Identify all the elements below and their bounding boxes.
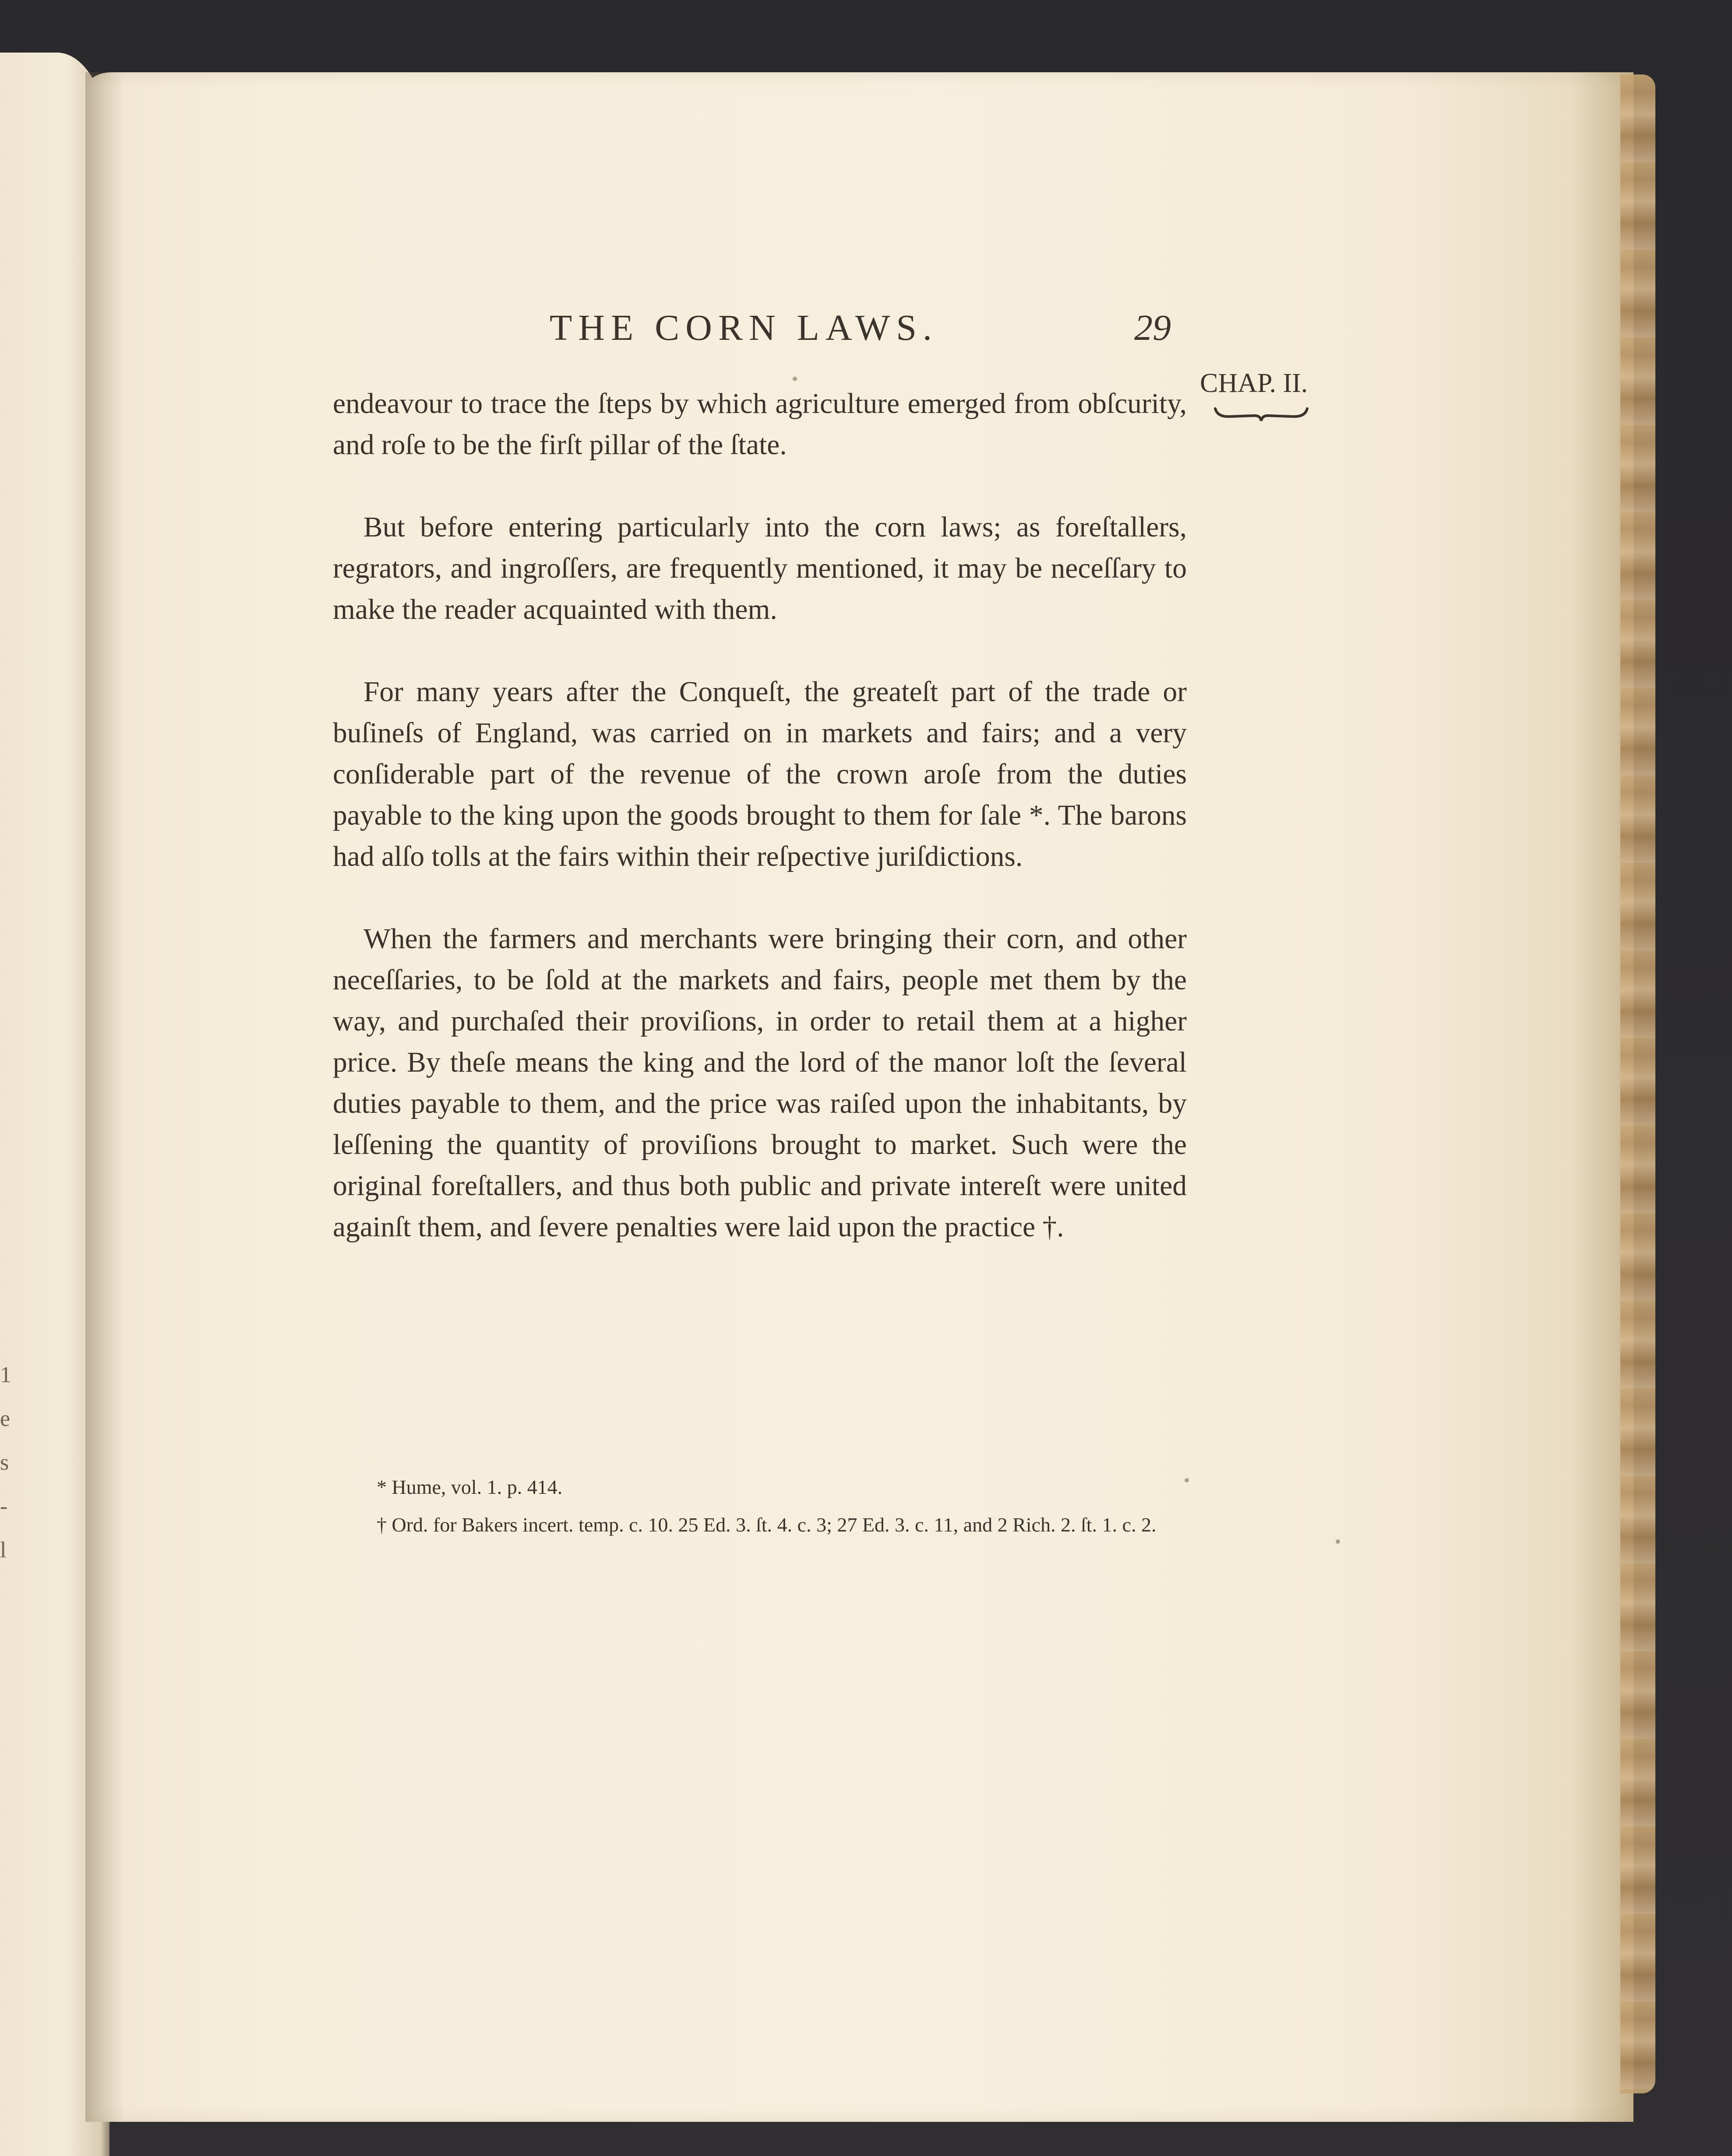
facing-page-marks bbox=[0, 1353, 13, 1572]
paper-speck bbox=[793, 377, 797, 381]
paper-speck bbox=[1336, 1539, 1340, 1544]
facing-page-mark: 1 bbox=[0, 1362, 11, 1387]
facing-page-mark: - bbox=[0, 1494, 8, 1519]
page-number: 29 bbox=[1134, 307, 1171, 348]
page-gutter-shadow bbox=[85, 72, 125, 2122]
paragraph: endeavour to trace the ſteps by which agriculture emerged from obſcurity, and roſe to be the firſt pillar of the ſtate. bbox=[333, 388, 1187, 461]
paper-speck bbox=[1185, 1478, 1189, 1482]
facing-page-mark: e bbox=[0, 1406, 11, 1431]
footnotes bbox=[353, 1471, 1193, 1547]
marginal-chapter-note: CHAP. II. bbox=[1200, 368, 1308, 398]
paragraph: When the farmers and merchants were bringing their corn, and other neceſſaries, to be ſold at the markets and fairs, people met them by the way, and purchaſed their proviſions, in order to retail them at a higher price. By theſe means the king and the lord of the manor loſt the ſeveral duties payable to them, and the price was raiſed upon the inhabitants, by leſſening the quantity of proviſions brought to market. Such were the original foreſtallers, and thus both public and private intereſt were united againſt them, and ſevere penalties were laid upon the practice †. bbox=[333, 923, 1187, 1243]
brace-icon bbox=[1213, 405, 1309, 423]
paragraph: For many years after the Conqueſt, the greateſt part of the trade or buſineſs of England, was carried on in markets and fairs; and a very conſiderable part of the revenue of the crown aroſe from the duties payable to the king upon the goods brought to them for ſale *. The barons had alſo tolls at the fairs within their reſpective juriſdictions. bbox=[333, 676, 1187, 872]
facing-page-mark: l bbox=[0, 1538, 7, 1563]
page-fore-edge bbox=[1620, 74, 1655, 2093]
running-head-title: THE CORN LAWS. bbox=[550, 307, 938, 348]
footnote: * Hume, vol. 1. p. 414. bbox=[377, 1476, 563, 1498]
footnote: † Ord. for Bakers incert. temp. c. 10. 25 Ed. 3. ſt. 4. c. 3; 27 Ed. 3. c. 11, and 2 Rich. 2. ſt. 1. c. 2. bbox=[377, 1514, 1157, 1536]
facing-page-mark: s bbox=[0, 1450, 9, 1475]
body-text bbox=[333, 383, 1187, 1289]
paragraph: But before entering particularly into the corn laws; as foreſtallers, regrators, and ingroſſers, are frequently mentioned, it may be neceſſary to make the reader acquainted with them. bbox=[333, 512, 1187, 625]
